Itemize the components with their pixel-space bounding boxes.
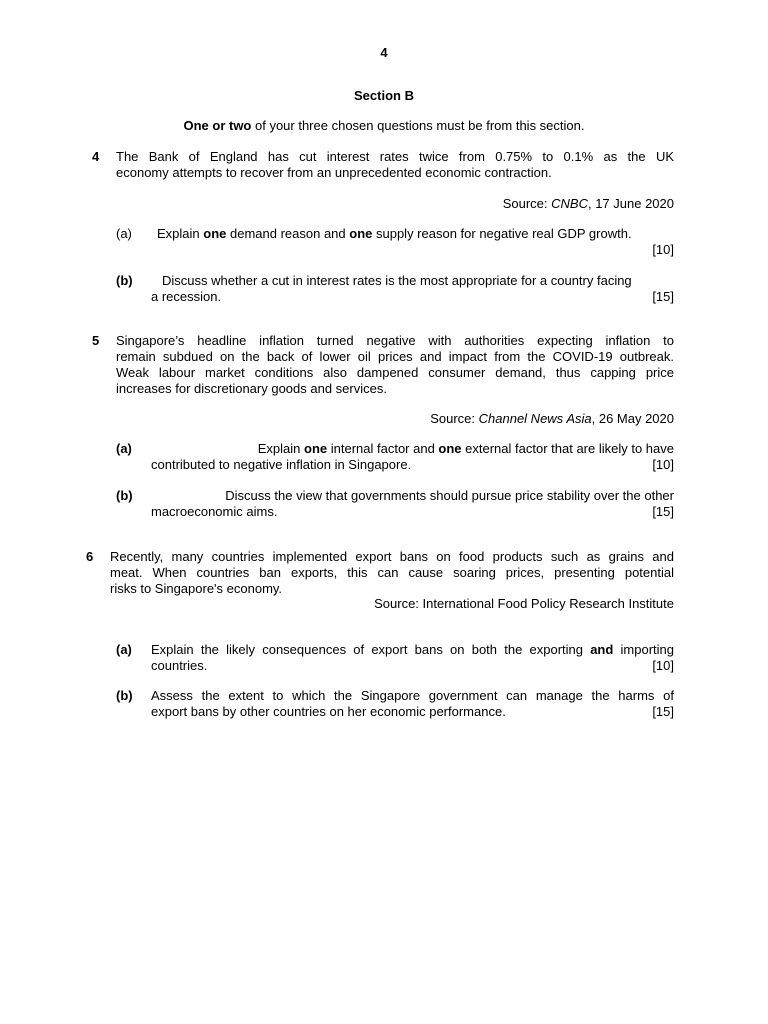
- q4a-emph2: one: [349, 226, 373, 241]
- q5-stem-line4: increases for discretionary goods and services.: [116, 381, 387, 396]
- q4b-part: [151, 273, 674, 307]
- question-4-number: 4: [92, 149, 100, 164]
- q4-source-prefix: Source:: [502, 196, 552, 211]
- q4a-part: [151, 226, 674, 260]
- instruction: [0, 118, 768, 133]
- q5a-marks: [10]: [652, 457, 674, 472]
- q6b-part: [151, 688, 674, 722]
- q6b-label: (b): [116, 688, 133, 703]
- question-5-source: [430, 411, 674, 426]
- q4a-emph1: one: [203, 226, 227, 241]
- q4a-t1: Explain: [157, 226, 204, 241]
- q6a-t1: Explain the likely consequences of export bans on both the exporting: [151, 642, 591, 657]
- q6-stem-line3: risks to Singapore's economy.: [110, 581, 283, 596]
- q5b-label: (b): [116, 488, 133, 503]
- question-5-number: 5: [92, 333, 100, 348]
- q6-stem-line2: meat. When countries ban exports, this can cause soaring prices, presenting potential: [110, 565, 674, 580]
- q4a-label: (a): [116, 226, 132, 241]
- q5-stem-line3: Weak labour market conditions also dampened consumer demand, thus capping price: [116, 365, 674, 380]
- q4-stem-line1: The Bank of England has cut interest rates twice from 0.75% to 0.1% as the UK: [116, 149, 674, 164]
- q6a-line2: countries.: [151, 658, 208, 673]
- q6b-marks: [15]: [652, 704, 674, 719]
- q5a-line1: [151, 441, 674, 457]
- question-4-source: [503, 196, 674, 211]
- q5-stem-line1: Singapore’s headline inflation turned negative with authorities expecting inflation to: [116, 333, 674, 348]
- question-6-number: 6: [86, 549, 94, 564]
- q5a-label: (a): [116, 441, 132, 456]
- q5b-marks: [15]: [652, 504, 674, 519]
- q5-source-prefix: Source:: [430, 411, 479, 426]
- q6a-marks: [10]: [652, 658, 674, 673]
- q4a-marks: [10]: [652, 242, 674, 257]
- q6b-line1: Assess the extent to which the Singapore government can manage the harms of: [151, 688, 674, 703]
- q6a-label: (a): [116, 642, 132, 657]
- q4b-line2: a recession.: [151, 289, 222, 304]
- q5a-t3: external factor that are likely to have: [461, 441, 674, 456]
- q4a-t3: supply reason for negative real GDP growth.: [372, 226, 632, 241]
- q5b-line2: macroeconomic aims.: [151, 504, 278, 519]
- q4-source-date: , 17 June 2020: [587, 196, 674, 211]
- question-6-source: Source: International Food Policy Research Institute: [374, 596, 674, 611]
- question-5-stem: [116, 333, 674, 397]
- q4b-label: (b): [116, 273, 133, 288]
- q4b-marks: [15]: [652, 289, 674, 304]
- q5a-t2: internal factor and: [327, 441, 439, 456]
- q5b-part: [151, 488, 674, 522]
- q4b-line1: Discuss whether a cut in interest rates is the most appropriate for a country facing: [162, 273, 632, 288]
- q5b-line1: Discuss the view that governments should pursue price stability over the other: [225, 488, 674, 503]
- q5a-part: [151, 441, 674, 475]
- q5a-emph2: one: [438, 441, 462, 456]
- question-6-stem: [110, 549, 674, 597]
- page-number: 4: [380, 45, 388, 60]
- q6a-part: [151, 642, 674, 676]
- q5a-t1: Explain: [257, 441, 304, 456]
- q4-source-publication: CNBC: [551, 196, 588, 211]
- q4a-t2: demand reason and: [226, 226, 350, 241]
- instruction-text: of your three chosen questions must be from this section.: [251, 118, 585, 133]
- q5-stem-line2: remain subdued on the back of lower oil prices and impact from the COVID-19 outbreak.: [116, 349, 674, 364]
- q6-stem-line1: Recently, many countries implemented export bans on food products such as grains and: [110, 549, 674, 564]
- q6a-emph1: and: [590, 642, 614, 657]
- instruction-emphasis: One or two: [183, 118, 252, 133]
- q6a-t2: importing: [613, 642, 675, 657]
- question-4-stem: [116, 149, 674, 181]
- section-title: Section B: [354, 88, 414, 103]
- q4a-text: [151, 226, 674, 242]
- q6a-line1: [151, 642, 674, 658]
- q5-source-publication: Channel News Asia: [478, 411, 592, 426]
- q5a-line2: contributed to negative inflation in Singapore.: [151, 457, 412, 472]
- q5-source-date: , 26 May 2020: [591, 411, 674, 426]
- q5a-emph1: one: [304, 441, 328, 456]
- q6b-line2: export bans by other countries on her economic performance.: [151, 704, 506, 719]
- q4-stem-line2: economy attempts to recover from an unprecedented economic contraction.: [116, 165, 552, 180]
